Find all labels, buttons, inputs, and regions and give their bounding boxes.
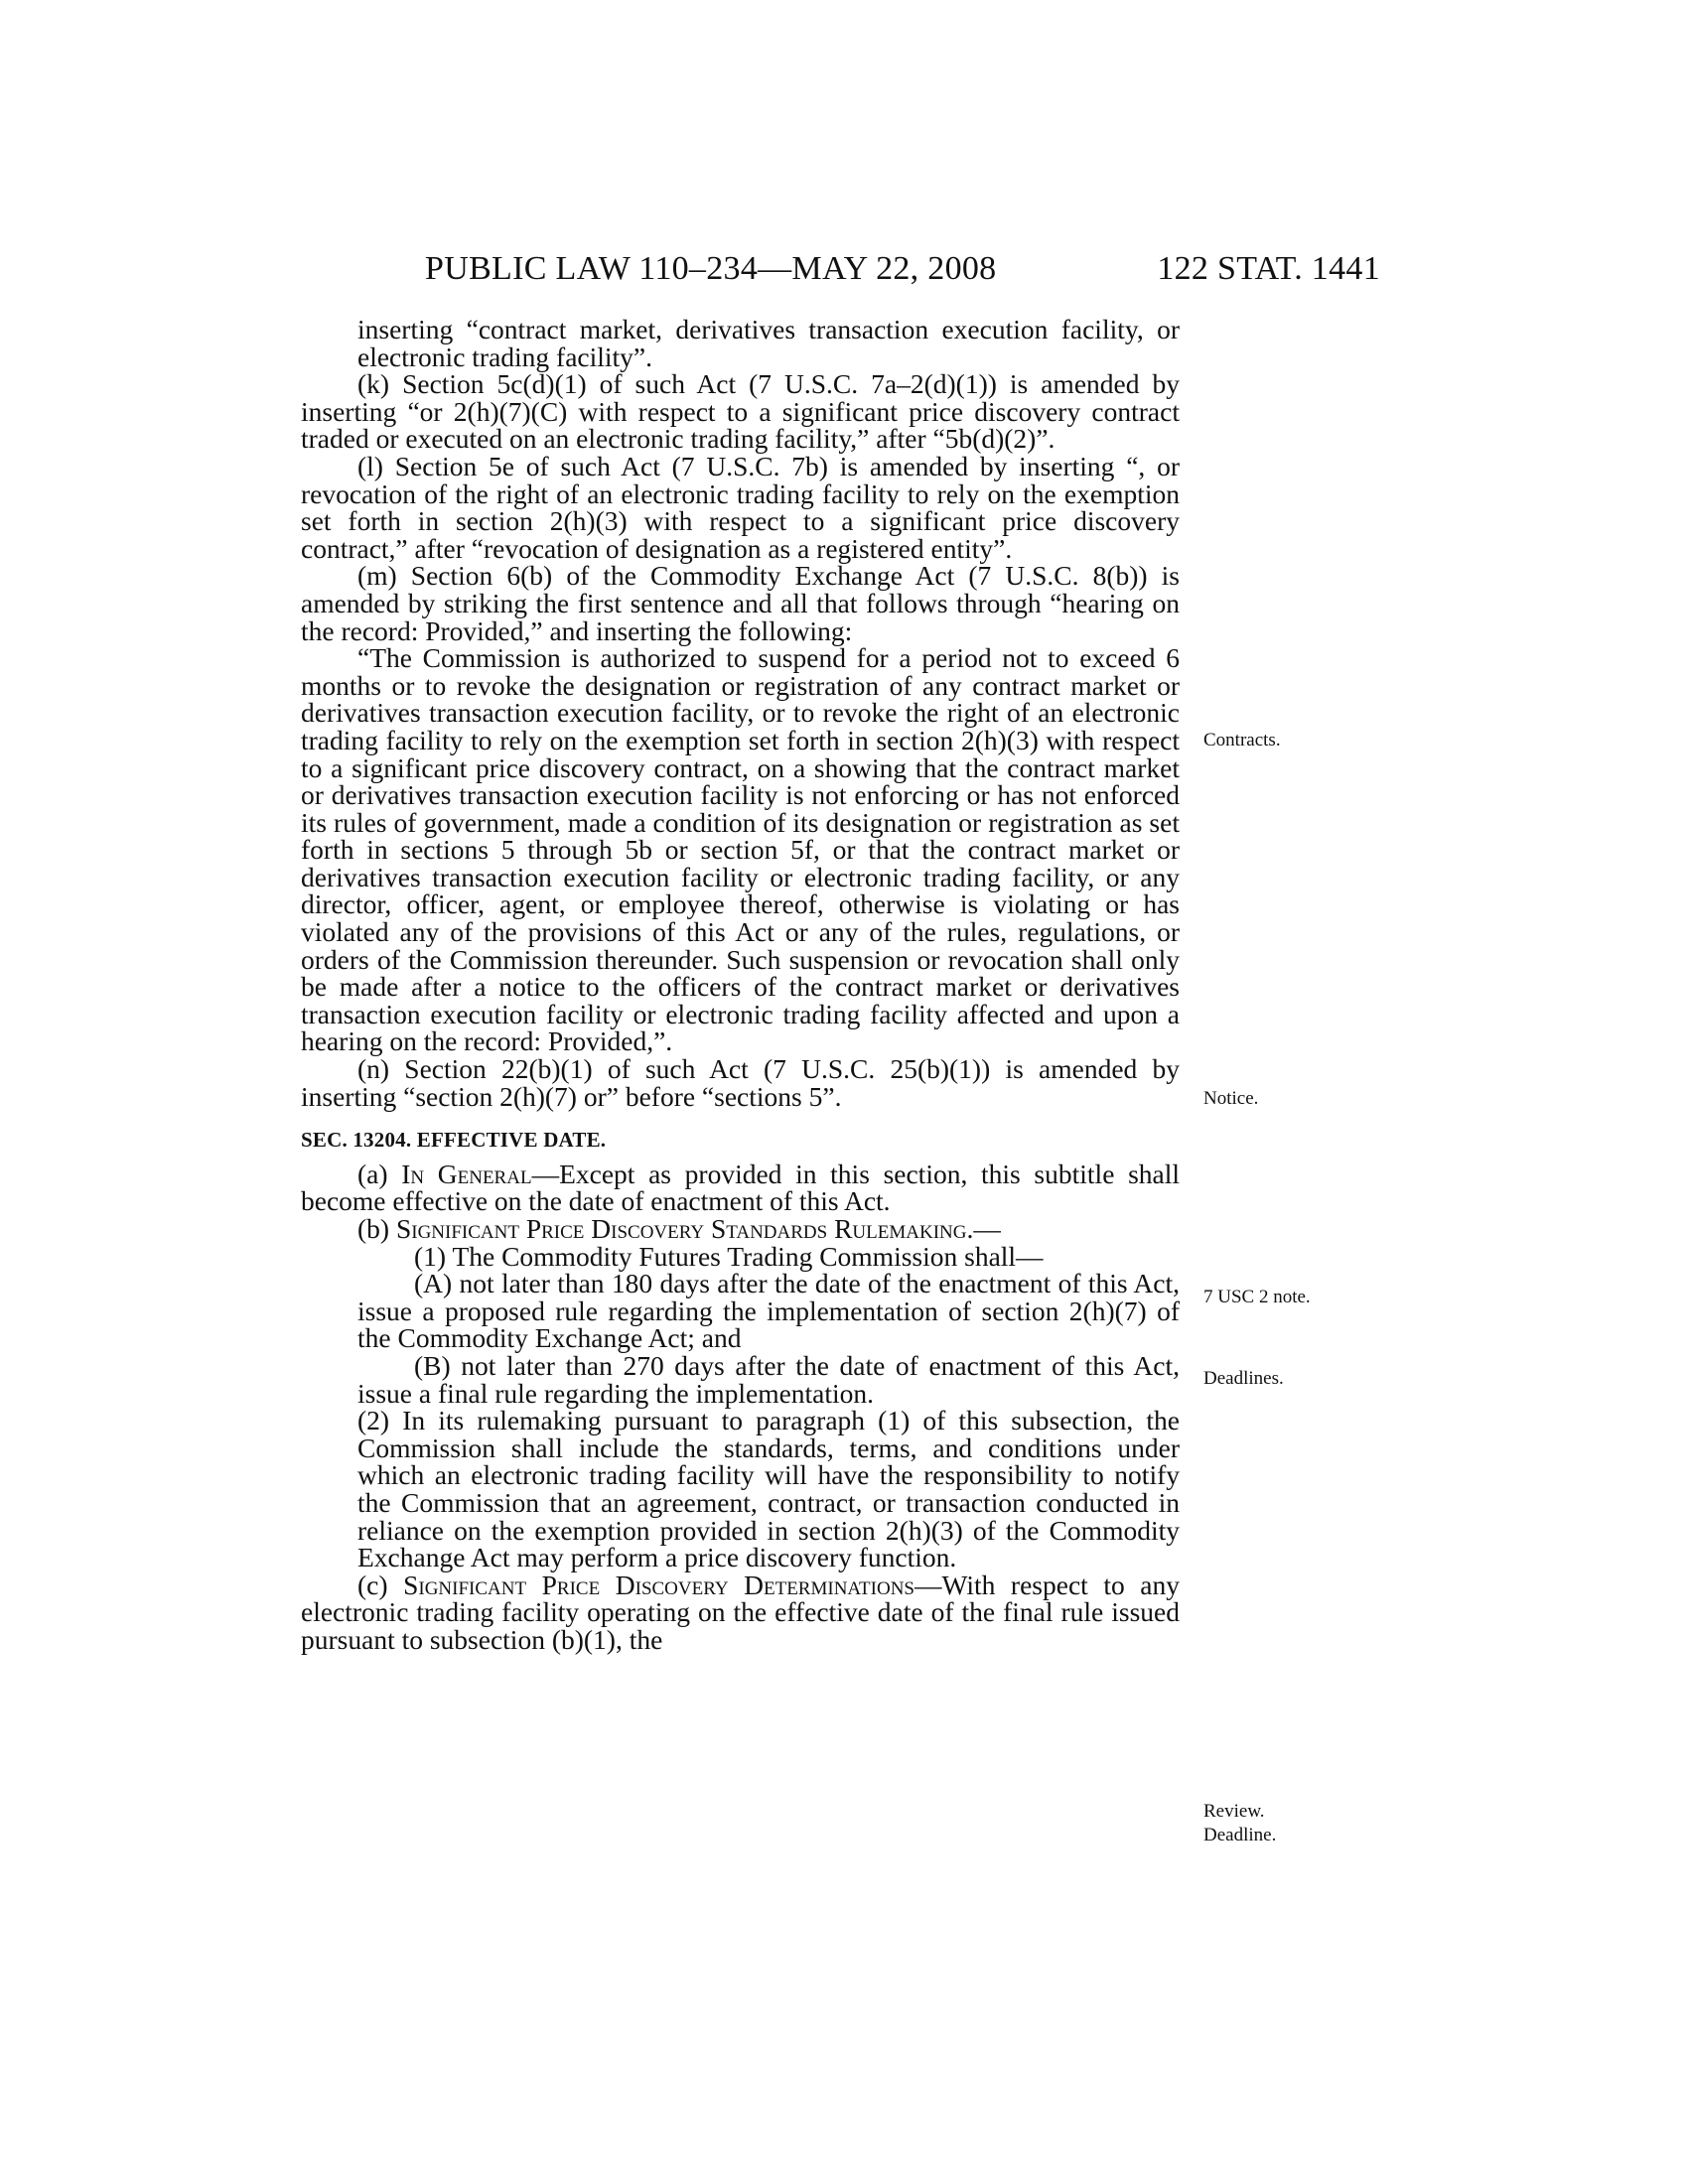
- margin-note-contracts: Contracts.: [1203, 730, 1281, 751]
- subsection-c-text: —With respect to any electronic trading facility operating on the effective date of the final rule issued pursuant to subsection (b)(1), the: [301, 1569, 1180, 1655]
- paragraph-n: (n) Section 22(b)(1) of such Act (7 U.S.C. 25(b)(1)) is amended by inserting “section 2(h)(7) or” before “sections 5”.: [301, 1053, 1180, 1112]
- paragraph-m: (m) Section 6(b) of the Commodity Exchange Act (7 U.S.C. 8(b)) is amended by striking the first sentence and all that follows through “hearing on the record: Provided,” and inserting the following:: [301, 560, 1180, 646]
- subsection-b: (b) Significant Price Discovery Standards Rulemaking.—: [357, 1213, 1001, 1244]
- page-header: [298, 250, 1380, 294]
- subsection-a: (a) In General—Except as provided in this section, this subtitle shall become effective on the date of enactment of this Act.: [301, 1158, 1181, 1217]
- subparagraph-b1A: (A) not later than 180 days after the date of the enactment of this Act, issue a proposed rule regarding the implementation of section 2(h)(7) of the Commodity Exchange Act; and: [357, 1268, 1180, 1354]
- paragraph-l: (l) Section 5e of such Act (7 U.S.C. 7b) is amended by inserting “, or revocation of the right of an electronic trading facility to rely on the exemption set forth in section 2(h)(3) with respect to a significant price discovery contract,” after “revocation of designation as a registered entity”.: [301, 450, 1180, 564]
- subsection-b-caption: Significant Price Discovery Standards Rulemaking: [395, 1213, 967, 1244]
- subsection-c: (c) Significant Price Discovery Determinations—With respect to any electronic trading facility operating on the effective date of the final rule issued pursuant to subsection (b)(1), the: [301, 1569, 1180, 1655]
- margin-note-deadline: Deadline.: [1203, 1825, 1277, 1845]
- margin-note-review: Review.: [1203, 1801, 1265, 1822]
- subsection-c-caption: Significant Price Discovery Determinations: [403, 1569, 914, 1600]
- margin-note-usc: 7 USC 2 note.: [1203, 1287, 1311, 1307]
- document-body: [301, 316, 1180, 1654]
- paragraph-k: (k) Section 5c(d)(1) of such Act (7 U.S.C. 7a–2(d)(1)) is amended by inserting “or 2(h)(7)(C) with respect to a significant price discovery contract traded or executed on an electronic trading facility,” after “5b(d)(2)”.: [301, 368, 1180, 455]
- statute-page-number: 122 STAT. 1441: [1157, 250, 1380, 287]
- paragraph-continuation: inserting “contract market, derivatives transaction execution facility, or electronic trading facility”.: [357, 314, 1180, 372]
- margin-note-deadlines: Deadlines.: [1203, 1368, 1284, 1389]
- subsection-a-caption: In General: [401, 1158, 532, 1189]
- paragraph-b1: (1) The Commodity Futures Trading Commission shall—: [414, 1240, 1044, 1272]
- paragraph-b2-text: (2) In its rulemaking pursuant to paragraph (1) of this subsection, the Commission shall include the standards, terms, and conditions under which an electronic trading facility will have the responsibility to notify the Commission that an agreement, contract, or transaction conducted in reliance on the exemption provided in section 2(h)(3) of the Commodity Exchange Act may perform a price discovery function.: [357, 1405, 1180, 1573]
- public-law-citation: PUBLIC LAW 110–234—MAY 22, 2008: [425, 250, 997, 287]
- paragraph-b2: [301, 1407, 1180, 1571]
- subparagraph-b1B: (B) not later than 270 days after the date of enactment of this Act, issue a final rule regarding the implementation.: [357, 1349, 1180, 1409]
- subsection-a-text: —Except as provided in this section, this subtitle shall become effective on the date of enactment of this Act.: [301, 1158, 1181, 1217]
- margin-note-notice: Notice.: [1203, 1088, 1259, 1109]
- quoted-amendment-text: “The Commission is authorized to suspend for a period not to exceed 6 months or to revoke the designation or registration of any contract market or derivatives transaction execution facility, or to revoke the right of an electronic trading facility to rely on the exemption set forth in section 2(h)(3) with respect to a significant price discovery contract, on a showing that the contract market or derivatives transaction execution facility is not enforcing or has not enforced its rules of government, made a condition of its designation or registration as set forth in sections 5 through 5b or section 5f, or that the contract market or derivatives transaction execution facility or electronic trading facility, or any director, officer, agent, or employee thereof, otherwise is violating or has violated any of the provisions of this Act or any of the rules, regulations, or orders of the Commission thereunder. Such suspension or revocation shall only be made after a notice to the officers of the contract market or derivatives transaction execution facility or electronic trading facility affected and upon a hearing on the record: Provided,”.: [301, 642, 1180, 1057]
- section-heading: SEC. 13204. EFFECTIVE DATE.: [301, 1128, 607, 1153]
